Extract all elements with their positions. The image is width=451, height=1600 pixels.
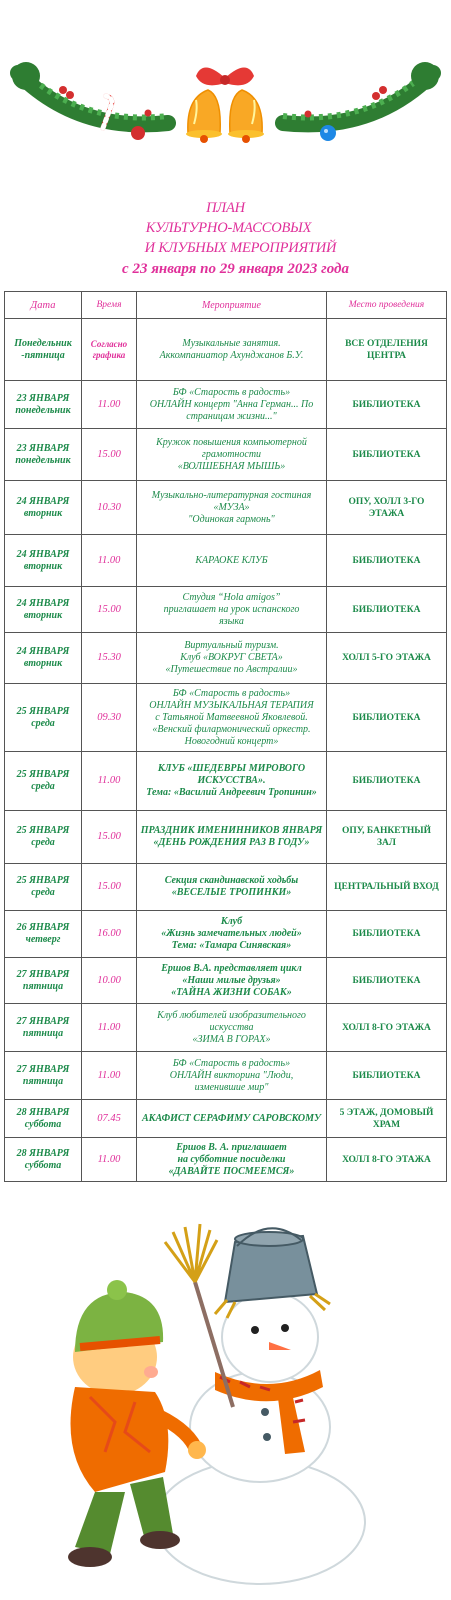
- table-row: [5, 587, 447, 633]
- cell-place: БИБЛИОТЕКА: [327, 535, 447, 587]
- table-row: [5, 1138, 447, 1182]
- cell-place: БИБЛИОТЕКА: [327, 752, 447, 811]
- cell-time: Согласно графика: [82, 319, 137, 381]
- table-row: [5, 481, 447, 535]
- cell-event: Ершов В. А. приглашает на субботние посиделки «ДАВАЙТЕ ПОСМЕЕМСЯ»: [137, 1138, 327, 1182]
- header-time: Время: [82, 292, 137, 319]
- cell-place: ХОЛЛ 8-ГО ЭТАЖА: [327, 1004, 447, 1052]
- cell-place: БИБЛИОТЕКА: [327, 958, 447, 1004]
- cell-time: 11.00: [82, 1138, 137, 1182]
- cell-time: 10.00: [82, 958, 137, 1004]
- title-line-club-events: И КЛУБНЫХ МЕРОПРИЯТИЙ: [144, 240, 337, 256]
- table-row: [5, 1100, 447, 1138]
- cell-time: 11.00: [82, 1052, 137, 1100]
- cell-event: Студия “Hola amigos” приглашает на урок испанского языка: [137, 587, 327, 633]
- table-row: [5, 911, 447, 958]
- cell-place: ЦЕНТРАЛЬНЫЙ ВХОД: [327, 864, 447, 911]
- cell-event: БФ «Старость в радость» ОНЛАЙН МУЗЫКАЛЬНАЯ ТЕРАПИЯ с Татьяной Матвеевной Яковлевой. «Венский филармонический оркестр. Новогодний концерт»: [137, 684, 327, 752]
- cell-place: БИБЛИОТЕКА: [327, 1052, 447, 1100]
- cell-place: ВСЕ ОТДЕЛЕНИЯ ЦЕНТРА: [327, 319, 447, 381]
- table-row: [5, 381, 447, 429]
- cell-date: 24 ЯНВАРЯ вторник: [5, 587, 82, 633]
- table-row: [5, 429, 447, 481]
- cell-event: Клуб «Жизнь замечательных людей» Тема: «Тамара Синявская»: [137, 911, 327, 958]
- cell-event: Ершов В.А. представляет цикл «Наши милые друзья» «ТАЙНА ЖИЗНИ СОБАК»: [137, 958, 327, 1004]
- cell-event: Клуб любителей изобразительного искусства «ЗИМА В ГОРАХ»: [137, 1004, 327, 1052]
- cell-place: ХОЛЛ 5-ГО ЭТАЖА: [327, 633, 447, 684]
- cell-place: ХОЛЛ 8-ГО ЭТАЖА: [327, 1138, 447, 1182]
- table-row: [5, 958, 447, 1004]
- table-row: [5, 752, 447, 811]
- table-header-row: [5, 292, 447, 319]
- cell-date: 23 ЯНВАРЯ понедельник: [5, 429, 82, 481]
- cell-date: 24 ЯНВАРЯ вторник: [5, 633, 82, 684]
- cell-place: БИБЛИОТЕКА: [327, 684, 447, 752]
- cell-place: БИБЛИОТЕКА: [327, 911, 447, 958]
- cell-place: 5 ЭТАЖ, ДОМОВЫЙ ХРАМ: [327, 1100, 447, 1138]
- cell-date: 27 ЯНВАРЯ пятница: [5, 1052, 82, 1100]
- cell-place: БИБЛИОТЕКА: [327, 429, 447, 481]
- cell-date: 25 ЯНВАРЯ среда: [5, 864, 82, 911]
- table-row: [5, 811, 447, 864]
- cell-place: ОПУ, БАНКЕТНЫЙ ЗАЛ: [327, 811, 447, 864]
- table-row: [5, 535, 447, 587]
- cell-date: 23 ЯНВАРЯ понедельник: [5, 381, 82, 429]
- cell-date: 25 ЯНВАРЯ среда: [5, 752, 82, 811]
- cell-time: 16.00: [82, 911, 137, 958]
- table-row: [5, 633, 447, 684]
- header-event: Мероприятие: [137, 292, 327, 319]
- cell-time: 11.00: [82, 1004, 137, 1052]
- cell-event: КЛУБ «ШЕДЕВРЫ МИРОВОГО ИСКУССТВА». Тема: «Василий Андреевич Тропинин»: [137, 752, 327, 811]
- cell-event: Кружок повышения компьютерной грамотности «ВОЛШЕБНАЯ МЫШЬ»: [137, 429, 327, 481]
- cell-time: 07.45: [82, 1100, 137, 1138]
- cell-time: 11.00: [82, 752, 137, 811]
- cell-time: 11.00: [82, 381, 137, 429]
- cell-event: КАРАОКЕ КЛУБ: [137, 535, 327, 587]
- cell-date: 27 ЯНВАРЯ пятница: [5, 1004, 82, 1052]
- cell-event: ПРАЗДНИК ИМЕНИННИКОВ ЯНВАРЯ «ДЕНЬ РОЖДЕНИЯ РАЗ В ГОДУ»: [137, 811, 327, 864]
- cell-time: 15.00: [82, 429, 137, 481]
- cell-time: 15.30: [82, 633, 137, 684]
- cell-place: ОПУ, ХОЛЛ 3-ГО ЭТАЖА: [327, 481, 447, 535]
- cell-event: Музыкально-литературная гостиная «МУЗА» "Одинокая гармонь": [137, 481, 327, 535]
- document-title: [0, 198, 451, 279]
- table-row: [5, 1004, 447, 1052]
- table-row: [5, 319, 447, 381]
- cell-event: БФ «Старость в радость» ОНЛАЙН викторина "Люди, изменившие мир": [137, 1052, 327, 1100]
- events-schedule-table: [4, 291, 447, 1182]
- table-row: [5, 1052, 447, 1100]
- cell-time: 15.00: [82, 864, 137, 911]
- cell-event: Виртуальный туризм. Клуб «ВОКРУГ СВЕТА» «Путешествие по Австралии»: [137, 633, 327, 684]
- cell-time: 09.30: [82, 684, 137, 752]
- title-line-cultural: КУЛЬТУРНО-МАССОВЫХ: [145, 220, 312, 236]
- table-row: [5, 864, 447, 911]
- cell-place: БИБЛИОТЕКА: [327, 587, 447, 633]
- cell-event: Секция скандинавской ходьбы «ВЕСЕЛЫЕ ТРОПИНКИ»: [137, 864, 327, 911]
- cell-date: 25 ЯНВАРЯ среда: [5, 811, 82, 864]
- header-place: Место проведения: [327, 292, 447, 319]
- child-and-snowman-illustration: [55, 1222, 395, 1592]
- cell-date: 26 ЯНВАРЯ четверг: [5, 911, 82, 958]
- title-line-plan: ПЛАН: [206, 200, 245, 216]
- title-date-range: с 23 января по 29 января 2023 года: [122, 261, 349, 277]
- cell-time: 15.00: [82, 811, 137, 864]
- header-date: Дата: [5, 292, 82, 319]
- cell-date: 27 ЯНВАРЯ пятница: [5, 958, 82, 1004]
- table-row: [5, 684, 447, 752]
- cell-date: 24 ЯНВАРЯ вторник: [5, 481, 82, 535]
- cell-event: АКАФИСТ СЕРАФИМУ САРОВСКОМУ: [137, 1100, 327, 1138]
- cell-event: БФ «Старость в радость» ОНЛАЙН концерт "Анна Герман... По страницам жизни...": [137, 381, 327, 429]
- cell-date: 25 ЯНВАРЯ среда: [5, 684, 82, 752]
- cell-time: 11.00: [82, 535, 137, 587]
- cell-time: 15.00: [82, 587, 137, 633]
- cell-date: 28 ЯНВАРЯ суббота: [5, 1138, 82, 1182]
- cell-date: 28 ЯНВАРЯ суббота: [5, 1100, 82, 1138]
- christmas-garland-illustration: [8, 38, 443, 153]
- cell-date: Понедельник -пятница: [5, 319, 82, 381]
- cell-place: БИБЛИОТЕКА: [327, 381, 447, 429]
- cell-event: Музыкальные занятия. Аккомпаниатор Ахунджанов Б.У.: [137, 319, 327, 381]
- cell-time: 10.30: [82, 481, 137, 535]
- cell-date: 24 ЯНВАРЯ вторник: [5, 535, 82, 587]
